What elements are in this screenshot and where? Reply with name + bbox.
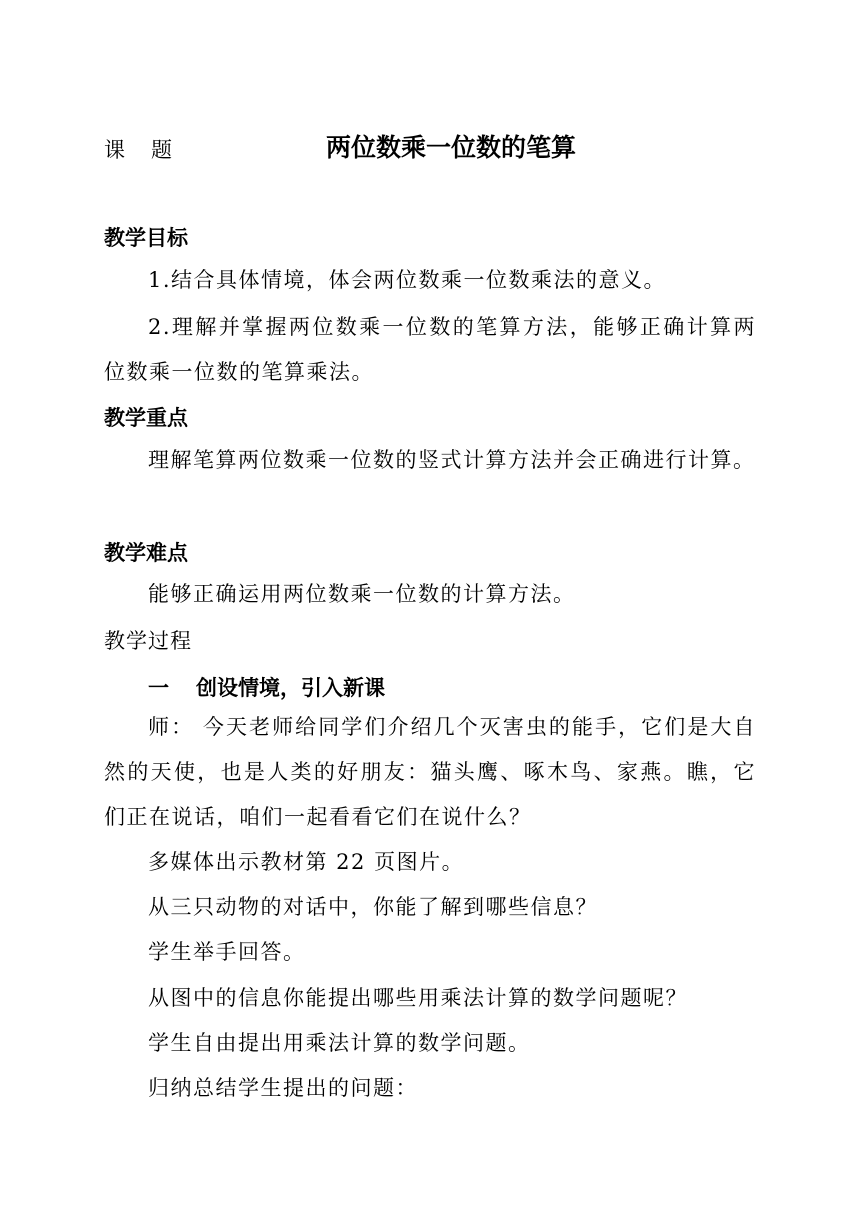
difficulties-heading: 教学难点: [104, 541, 188, 565]
process-paragraph: 从图中的信息你能提出哪些用乘法计算的数学问题呢？: [148, 986, 688, 1010]
process-heading: 教学过程: [104, 629, 192, 653]
process-paragraph: 归纳总结学生提出的问题：: [148, 1076, 418, 1100]
key-points-text: 理解笔算两位数乘一位数的竖式计算方法并会正确进行计算。: [148, 448, 756, 472]
process-paragraph: 学生举手回答。: [148, 940, 306, 964]
process-paragraph: 学生自由提出用乘法计算的数学问题。: [148, 1031, 531, 1055]
section-1-number: 一: [148, 676, 169, 700]
key-points-heading: 教学重点: [104, 406, 188, 430]
title-row: [0, 128, 860, 168]
section-1-title: 创设情境，引入新课: [196, 676, 385, 700]
section-1-heading: [148, 672, 385, 702]
objective-item-1: 1.结合具体情境，体会两位数乘一位数乘法的意义。: [148, 268, 667, 292]
title-label: 课题: [104, 138, 198, 162]
lesson-title: 两位数乘一位数的笔算: [326, 133, 577, 162]
difficulties-text: 能够正确运用两位数乘一位数的计算方法。: [148, 582, 576, 606]
objectives-heading: 教学目标: [104, 226, 188, 250]
objective-item-2: 2.理解并掌握两位数乘一位数的笔算方法，能够正确计算两位数乘一位数的笔算乘法。: [104, 315, 756, 384]
process-paragraph: 师： 今天老师给同学们介绍几个灭害虫的能手，它们是大自然的天使，也是人类的好朋友：猫头鹰、啄木鸟、家燕。瞧，它们正在说话，咱们一起看看它们在说什么？: [104, 715, 756, 829]
process-paragraph: 从三只动物的对话中，你能了解到哪些信息？: [148, 895, 598, 919]
process-paragraph: 多媒体出示教材第 22 页图片。: [148, 850, 465, 874]
